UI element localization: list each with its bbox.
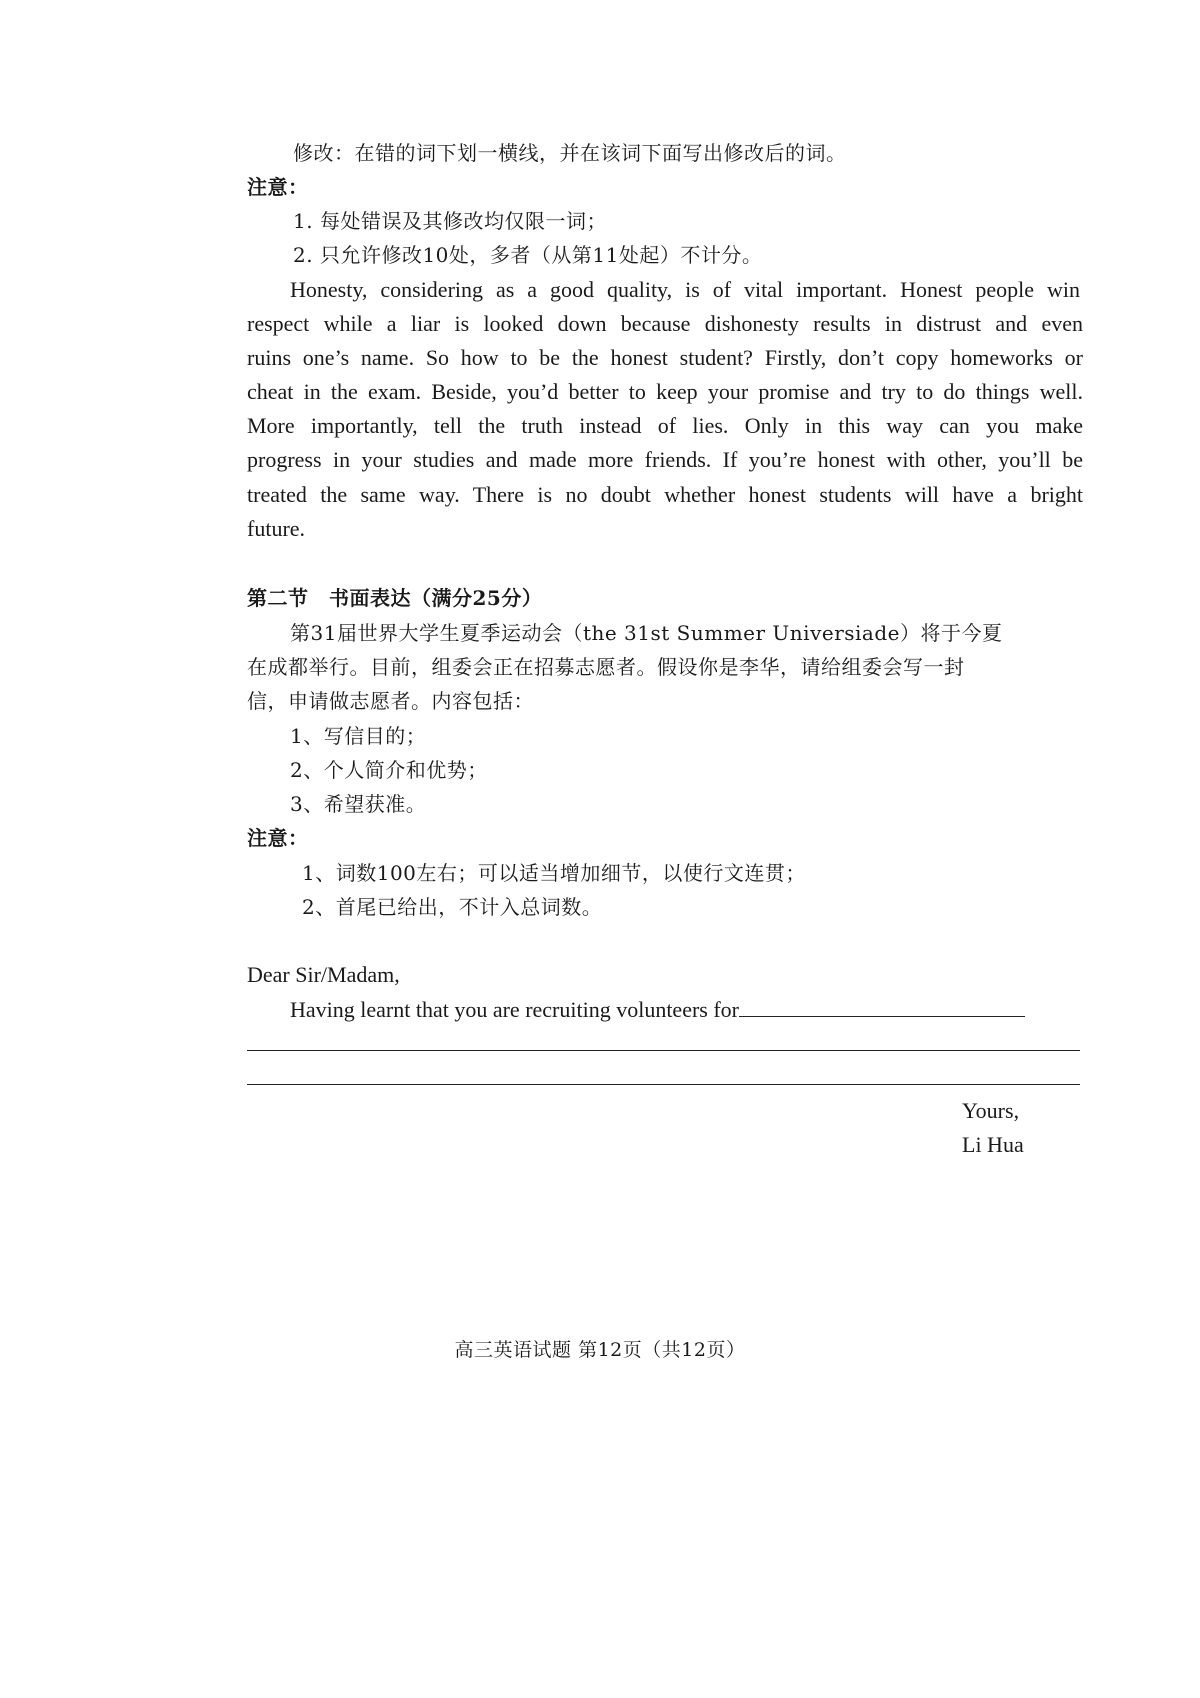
answer-blank[interactable] — [739, 994, 1025, 1017]
passage-line-3: ruins one’s name. So how to be the honest student? Firstly, don’t copy homeworks or — [247, 345, 1083, 370]
passage-line-6: progress in your studies and made more friends. If you’re honest with other, you’ll be — [247, 447, 1083, 472]
section2-prompt-line-3: 信，申请做志愿者。内容包括： — [247, 689, 534, 713]
passage-line-4: cheat in the exam. Beside, you’d better to keep your promise and try to do things well. — [247, 379, 1083, 404]
letter-signature: Li Hua — [962, 1132, 1024, 1157]
section2-prompt-line-2: 在成都举行。目前，组委会正在招募志愿者。假设你是李华，请给组委会写一封 — [247, 655, 965, 679]
section2-heading: 第二节 书面表达（满分25分） — [247, 586, 543, 610]
section2-note-2: 2、首尾已给出，不计入总词数。 — [302, 895, 603, 919]
passage-line-8: future. — [247, 516, 306, 541]
letter-opening-line — [290, 994, 1126, 1025]
note-label: 注意： — [247, 175, 309, 199]
letter-closing: Yours, — [962, 1098, 1020, 1123]
passage-line-2: respect while a liar is looked down because dishonesty results in distrust and even — [247, 311, 1083, 336]
note-item-1: 1. 每处错误及其修改均仅限一词； — [293, 209, 607, 233]
section2-item-2: 2、个人简介和优势； — [290, 758, 488, 782]
section2-note-1: 1、词数100左右；可以适当增加细节，以使行文连贯； — [302, 861, 806, 885]
modify-instruction: 修改：在错的词下划一横线，并在该词下面写出修改后的词。 — [293, 141, 847, 165]
section2-item-1: 1、写信目的； — [290, 724, 427, 748]
letter-opening-text: Having learnt that you are recruiting volunteers for — [290, 997, 740, 1022]
answer-line-1[interactable] — [247, 1050, 1080, 1051]
answer-line-2[interactable] — [247, 1084, 1080, 1085]
section2-item-3: 3、希望获准。 — [290, 792, 427, 816]
note-item-2: 2. 只允许修改10处，多者（从第11处起）不计分。 — [293, 243, 763, 267]
page-footer: 高三英语试题 第12页（共12页） — [454, 1339, 746, 1361]
section2-note-label: 注意： — [247, 826, 309, 850]
section2-prompt-line-1: 第31届世界大学生夏季运动会（the 31st Summer Universiade）将于今夏 — [290, 621, 1003, 645]
passage-line-5: More importantly, tell the truth instead of lies. Only in this way can you make — [247, 413, 1083, 438]
passage-line-1: Honesty, considering as a good quality, is of vital important. Honest people win — [290, 277, 1080, 302]
letter-salutation: Dear Sir/Madam, — [247, 962, 400, 987]
passage-line-7: treated the same way. There is no doubt whether honest students will have a bright — [247, 482, 1083, 507]
